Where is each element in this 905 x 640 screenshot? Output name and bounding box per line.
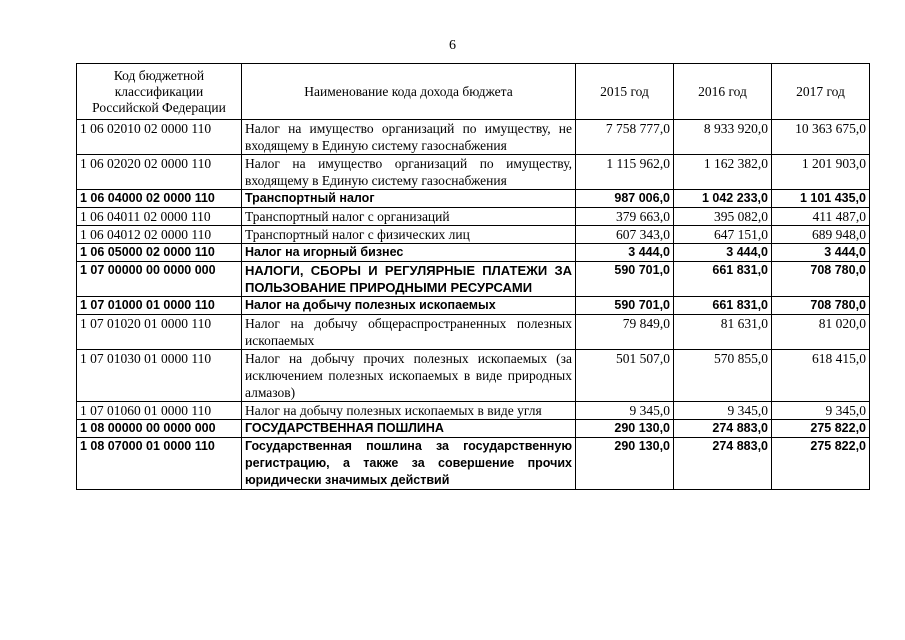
table-header-row [77, 64, 870, 120]
row-name: Налог на имущество организаций по имуществу, входящему в Единую систему газоснабжения [242, 155, 576, 190]
row-value-2015: 290 130,0 [576, 438, 674, 490]
row-code: 1 06 04012 02 0000 110 [77, 226, 242, 244]
row-value-2016: 274 883,0 [674, 438, 772, 490]
table-row [77, 420, 870, 438]
table-row [77, 315, 870, 350]
row-value-2015: 379 663,0 [576, 208, 674, 226]
table-row [77, 297, 870, 315]
header-name: Наименование кода дохода бюджета [242, 64, 576, 120]
header-2016: 2016 год [674, 64, 772, 120]
row-value-2017: 9 345,0 [772, 402, 870, 420]
row-value-2016: 274 883,0 [674, 420, 772, 438]
row-value-2017: 3 444,0 [772, 244, 870, 262]
table-row [77, 438, 870, 490]
table-row [77, 190, 870, 208]
table-row [77, 402, 870, 420]
row-code: 1 07 00000 00 0000 000 [77, 262, 242, 297]
table-row [77, 155, 870, 190]
row-value-2015: 501 507,0 [576, 350, 674, 402]
row-value-2016: 8 933 920,0 [674, 120, 772, 155]
row-name: Налог на добычу полезных ископаемых [242, 297, 576, 315]
table-row [77, 120, 870, 155]
row-name: Транспортный налог с организаций [242, 208, 576, 226]
row-value-2015: 7 758 777,0 [576, 120, 674, 155]
row-value-2015: 590 701,0 [576, 297, 674, 315]
header-code: Код бюджетной классификации Российской Федерации [77, 64, 242, 120]
row-value-2017: 1 201 903,0 [772, 155, 870, 190]
row-code: 1 06 02020 02 0000 110 [77, 155, 242, 190]
row-name: Налог на добычу прочих полезных ископаемых (за исключением полезных ископаемых в виде природных алмазов) [242, 350, 576, 402]
row-value-2017: 275 822,0 [772, 420, 870, 438]
row-code: 1 06 04000 02 0000 110 [77, 190, 242, 208]
row-code: 1 06 05000 02 0000 110 [77, 244, 242, 262]
row-value-2015: 590 701,0 [576, 262, 674, 297]
header-2017: 2017 год [772, 64, 870, 120]
row-value-2016: 81 631,0 [674, 315, 772, 350]
table-row [77, 350, 870, 402]
row-code: 1 07 01030 01 0000 110 [77, 350, 242, 402]
row-name: Налог на имущество организаций по имуществу, не входящему в Единую систему газоснабжения [242, 120, 576, 155]
row-value-2015: 290 130,0 [576, 420, 674, 438]
budget-revenue-table [76, 63, 870, 490]
row-value-2015: 9 345,0 [576, 402, 674, 420]
row-value-2017: 275 822,0 [772, 438, 870, 490]
row-code: 1 08 00000 00 0000 000 [77, 420, 242, 438]
row-name: Транспортный налог [242, 190, 576, 208]
row-value-2016: 3 444,0 [674, 244, 772, 262]
row-value-2017: 81 020,0 [772, 315, 870, 350]
page-number: 6 [449, 38, 456, 53]
row-value-2015: 3 444,0 [576, 244, 674, 262]
row-value-2016: 647 151,0 [674, 226, 772, 244]
row-value-2016: 661 831,0 [674, 262, 772, 297]
row-value-2015: 79 849,0 [576, 315, 674, 350]
row-value-2015: 607 343,0 [576, 226, 674, 244]
row-value-2017: 10 363 675,0 [772, 120, 870, 155]
row-code: 1 07 01000 01 0000 110 [77, 297, 242, 315]
row-value-2017: 411 487,0 [772, 208, 870, 226]
table-row [77, 208, 870, 226]
table-row [77, 226, 870, 244]
row-code: 1 07 01020 01 0000 110 [77, 315, 242, 350]
row-value-2016: 395 082,0 [674, 208, 772, 226]
row-value-2016: 9 345,0 [674, 402, 772, 420]
row-code: 1 08 07000 01 0000 110 [77, 438, 242, 490]
row-value-2015: 987 006,0 [576, 190, 674, 208]
row-value-2015: 1 115 962,0 [576, 155, 674, 190]
row-code: 1 07 01060 01 0000 110 [77, 402, 242, 420]
row-value-2017: 618 415,0 [772, 350, 870, 402]
row-value-2016: 1 162 382,0 [674, 155, 772, 190]
row-value-2017: 1 101 435,0 [772, 190, 870, 208]
row-value-2017: 689 948,0 [772, 226, 870, 244]
row-name: ГОСУДАРСТВЕННАЯ ПОШЛИНА [242, 420, 576, 438]
row-value-2016: 661 831,0 [674, 297, 772, 315]
row-name: Государственная пошлина за государственную регистрацию, а также за совершение прочих юридически значимых действий [242, 438, 576, 490]
row-value-2016: 570 855,0 [674, 350, 772, 402]
row-value-2017: 708 780,0 [772, 262, 870, 297]
row-name: Налог на добычу полезных ископаемых в виде угля [242, 402, 576, 420]
header-2015: 2015 год [576, 64, 674, 120]
row-name: НАЛОГИ, СБОРЫ И РЕГУЛЯРНЫЕ ПЛАТЕЖИ ЗА ПОЛЬЗОВАНИЕ ПРИРОДНЫМИ РЕСУРСАМИ [242, 262, 576, 297]
row-value-2016: 1 042 233,0 [674, 190, 772, 208]
row-name: Налог на игорный бизнес [242, 244, 576, 262]
row-name: Налог на добычу общераспространенных полезных ископаемых [242, 315, 576, 350]
row-code: 1 06 02010 02 0000 110 [77, 120, 242, 155]
table-row [77, 262, 870, 297]
row-code: 1 06 04011 02 0000 110 [77, 208, 242, 226]
row-name: Транспортный налог с физических лиц [242, 226, 576, 244]
row-value-2017: 708 780,0 [772, 297, 870, 315]
table-row [77, 244, 870, 262]
